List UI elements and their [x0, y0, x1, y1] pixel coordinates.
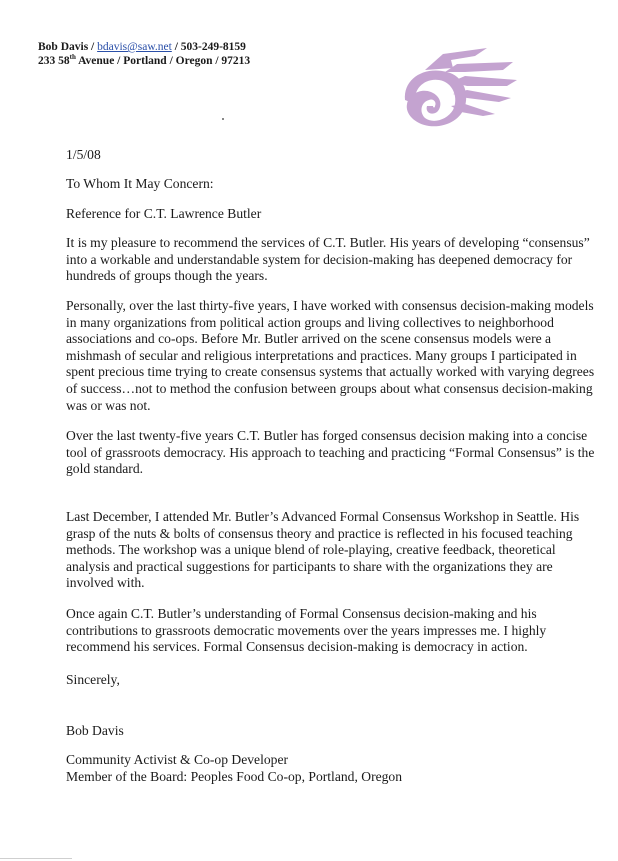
paragraph: Last December, I attended Mr. Butler’s Advanced Formal Consensus Workshop in Seattle. His grasp of the nuts & bolts of consensus theory and practice is reflected in his focused teaching methods. The workshop was a unique blend of role-playing, creative feedback, theoretical analysis and practical suggestions for participants to share with the organizations they are involved with.: [66, 509, 580, 591]
closing: Sincerely,: [66, 672, 120, 687]
scan-edge-line: [0, 858, 72, 859]
signer-title: Community Activist & Co-op Developer: [66, 752, 289, 767]
address-rest: Avenue / Portland / Oregon / 97213: [75, 55, 251, 67]
letterhead-address-line: [38, 54, 250, 68]
paragraph: Personally, over the last thirty-five years, I have worked with consensus decision-making models in many organizations from political action groups and living collectives to neighborhood associations and co-ops. Before Mr. Butler arrived on the scene consensus models were a mishmash of secular and religious interpretations and practices. Many groups I participated in spent precious time trying to create consensus systems that actually worked with varying degrees of success…not to method the confusion between groups about what consensus decision-making was or was not.: [66, 298, 595, 413]
logo-shape: [405, 48, 517, 126]
letterhead: [38, 40, 250, 68]
signer-name: Bob Davis: [66, 723, 124, 738]
signer-title: Member of the Board: Peoples Food Co-op, Portland, Oregon: [66, 768, 403, 784]
letterhead-name: Bob Davis: [38, 41, 89, 53]
street-suffix: th: [69, 53, 76, 62]
separator: /: [88, 41, 98, 53]
signer-titles: [66, 752, 596, 785]
email-link[interactable]: bdavis@saw.net: [97, 41, 172, 53]
separator: /: [171, 41, 181, 53]
salutation: To Whom It May Concern:: [66, 176, 214, 191]
paragraph: Over the last twenty-five years C.T. Butler has forged consensus decision making into a concise tool of grassroots democracy. His approach to teaching and practicing “Formal Consensus” is the gold standard.: [66, 428, 595, 477]
street-number: 233 58: [38, 55, 70, 67]
subject-line: Reference for C.T. Lawrence Butler: [66, 206, 262, 221]
paragraph: Once again C.T. Butler’s understanding of Formal Consensus decision-making and his contributions to grassroots democratic movements over the years impresses me. I highly recommend his services. Formal Consensus decision-making is democracy in action.: [66, 606, 547, 655]
letterhead-contact-line: [38, 40, 250, 54]
paragraph: It is my pleasure to recommend the services of C.T. Butler. His years of developing “consensus” into a workable and understandable system for decision-making has deepened democracy for hundreds of groups though the years.: [66, 235, 590, 284]
spiral-hand-icon: [395, 48, 535, 128]
letterhead-phone: 503-249-8159: [180, 41, 246, 53]
scan-speck: [222, 118, 224, 120]
letter-date: 1/5/08: [66, 147, 101, 162]
